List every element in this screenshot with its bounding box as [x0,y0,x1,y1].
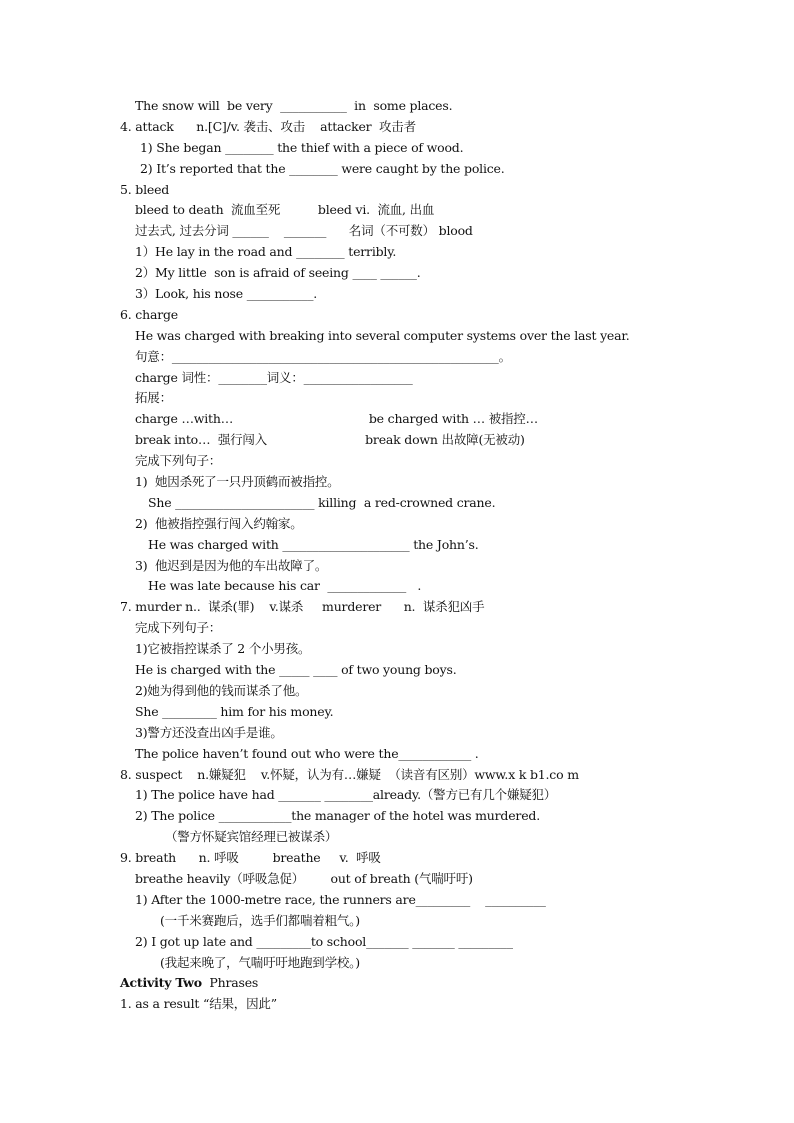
text-line-content: 1)它被指控谋杀了 2 个小男孩。 [135,641,311,657]
text-line [0,765,794,786]
text-line-content: He was charged with breaking into several computer systems over the last year. [135,327,630,343]
text-line-content: The police haven’t found out who were the____________ . [135,745,479,761]
text-line-content: 7. murder n.. 谋杀(罪) v.谋杀 murderer n. 谋杀犯凶手 [120,599,485,615]
text-line-content: breathe heavily（呼吸急促） out of breath (气喘吁吁) [135,870,473,886]
text-line [0,305,794,326]
text-line [0,409,794,430]
text-line-rest: Phrases [201,975,259,991]
text-line [0,806,794,827]
text-line-content: charge …with… be charged with … 被指控… [135,411,538,427]
text-line [0,535,794,556]
text-line-content: 1）He lay in the road and ________ terribly. [135,244,397,260]
text-line-content: 2) It’s reported that the ________ were caught by the police. [140,160,505,176]
text-line-content: 完成下列句子： [135,453,222,469]
text-line [0,702,794,723]
text-line [0,869,794,890]
text-line-content: Activity Two [120,975,202,991]
text-line [0,785,794,806]
text-line-content: He was charged with _____________________ the John’s. [148,536,479,552]
text-line-content: 2）My little son is afraid of seeing ____ ______. [135,265,421,281]
text-line-content: charge 词性：________词义：__________________ [135,369,413,385]
text-line-content: She _________ him for his money. [135,703,334,719]
text-line [0,660,794,681]
text-line [0,263,794,284]
text-line [0,242,794,263]
text-line [0,932,794,953]
text-line-content: bleed to death 流血至死 bleed vi. 流血, 出血 [135,202,435,218]
text-line [0,138,794,159]
text-line-content: (一千米赛跑后，选手们都喘着粗气。) [160,912,360,928]
text-line-content: 1) She began ________ the thief with a piece of wood. [140,139,464,155]
text-line-content: 2) The police ____________the manager of the hotel was murdered. [135,808,540,824]
text-line [0,221,794,242]
text-line [0,284,794,305]
text-line [0,514,794,535]
text-line-content: 4. attack n.[C]/v. 袭击、攻击 attacker 攻击者 [120,118,416,134]
text-line-content: 过去式, 过去分词 ______ _______ 名词（不可数） blood [135,223,473,239]
text-line [0,451,794,472]
text-line-content: 句意：______________________________________________________。 [135,348,511,364]
text-line-content: 2)她为得到他的钱而谋杀了他。 [135,682,308,698]
text-line-content: He was late because his car _____________ . [148,578,422,594]
text-line-content: 1. as a result “结果，因此” [120,996,277,1012]
text-line-content: 1) The police have had _______ ________already.（警方已有几个嫌疑犯） [135,787,557,803]
text-line [0,994,794,1015]
text-line [0,472,794,493]
text-line-content: 3)警方还没查出凶手是谁。 [135,724,283,740]
text-line [0,368,794,389]
text-line [0,911,794,932]
text-line-content: (我起来晚了，气喘吁吁地跑到学校。) [160,954,360,970]
text-line-content: The snow will be very ___________ in some places. [135,98,453,113]
text-line [0,347,794,368]
text-line-content: break into… 强行闯入 break down 出故障(无被动) [135,432,525,448]
text-line [0,827,794,848]
text-line [0,96,794,117]
text-line [0,681,794,702]
text-line [0,117,794,138]
text-line [0,430,794,451]
text-line [0,159,794,180]
text-line [0,953,794,974]
text-line-content: 拓展： [135,390,172,406]
text-line-content: 8. suspect n.嫌疑犯 v.怀疑，认为有…嫌疑 （读音有区别）www.x k b1.co m [120,766,579,782]
text-line-content: She _______________________ killing a red-crowned crane. [148,494,496,510]
text-line [0,597,794,618]
text-line-content: 9. breath n. 呼吸 breathe v. 呼吸 [120,850,381,866]
text-line-content: 3）Look, his nose ___________. [135,286,318,302]
text-line-content: 2) 他被指控强行闯入约翰家。 [135,515,303,531]
text-line-content: 完成下列句子： [135,620,222,636]
text-line [0,180,794,201]
text-line [0,576,794,597]
text-line [0,326,794,347]
text-line [0,744,794,765]
text-line-content: 1) 她因杀死了一只丹顶鹤而被指控。 [135,474,340,490]
text-line [0,639,794,660]
text-line [0,388,794,409]
text-line [0,200,794,221]
text-line-content: 1) After the 1000-metre race, the runners are_________ __________ [135,891,546,907]
text-line-content: 3) 他迟到是因为他的车出故障了。 [135,557,328,573]
text-line-content: 5. bleed [120,181,170,197]
text-line [0,848,794,869]
text-line [0,890,794,911]
text-line [0,493,794,514]
text-line-content: He is charged with the _____ ____ of two young boys. [135,662,457,678]
document-page [0,96,794,1015]
text-line [0,973,794,994]
text-line-content: 2) I got up late and _________to school_______ _______ _________ [135,933,513,949]
text-line [0,723,794,744]
text-line [0,556,794,577]
text-line-content: 6. charge [120,306,178,322]
text-line-content: （警方怀疑宾馆经理已被谋杀） [165,829,338,845]
text-line [0,618,794,639]
